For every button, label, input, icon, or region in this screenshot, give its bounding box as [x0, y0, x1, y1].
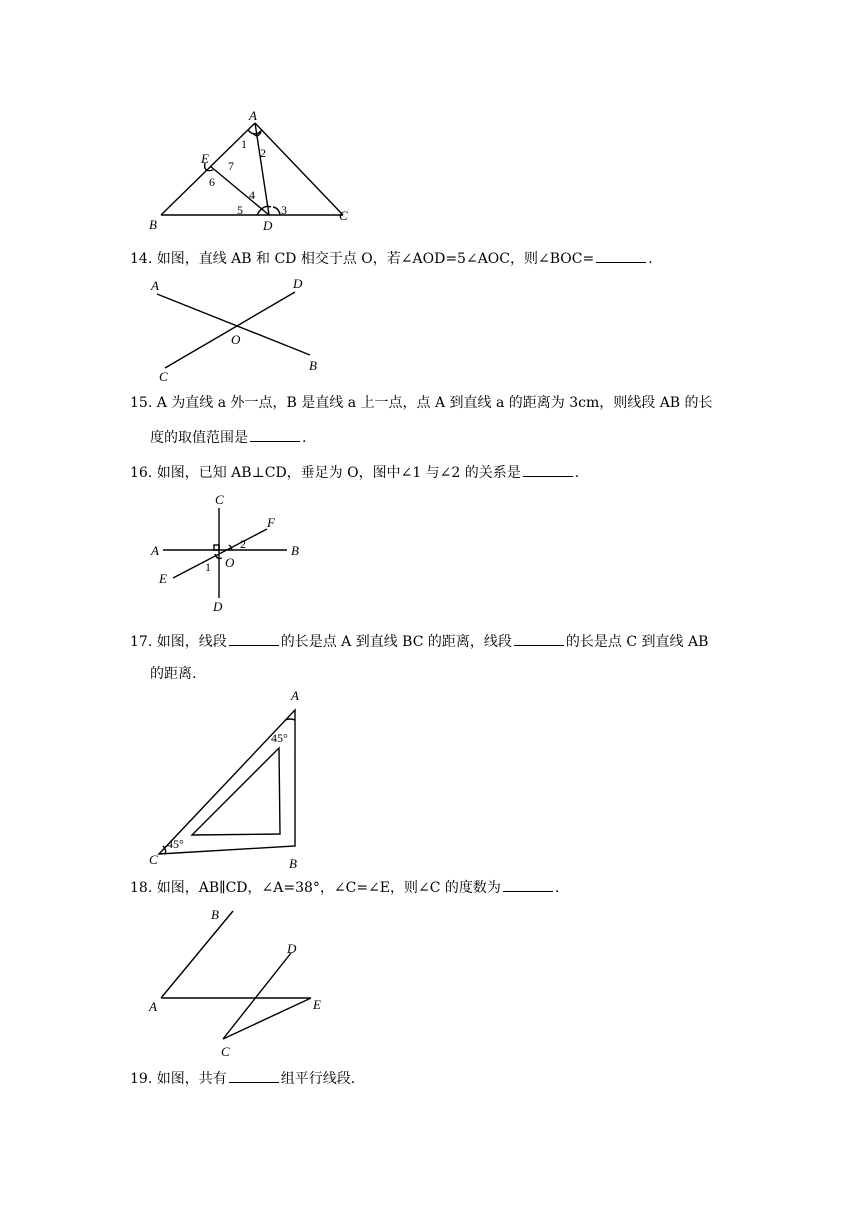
- fig16-label-d: D: [213, 599, 223, 614]
- fig13-angle-4: 4: [249, 188, 255, 202]
- fig18-label-b: B: [211, 907, 219, 922]
- fig13-angle-6: 6: [209, 175, 215, 189]
- fig13-label-c: C: [339, 208, 348, 223]
- fig18-label-d: D: [287, 941, 297, 956]
- answer-blank[interactable]: [523, 462, 573, 477]
- fig16-label-c: C: [215, 492, 224, 507]
- question-19: [130, 1068, 355, 1089]
- answer-blank[interactable]: [229, 1068, 279, 1083]
- question-number: 18.: [130, 880, 153, 896]
- fig14-label-a: A: [151, 278, 159, 293]
- question-number: 16.: [130, 465, 153, 481]
- question-text: 如图，直线 AB 和 CD 相交于点 O，若∠AOD=5∠AOC，则∠BOC=: [156, 251, 595, 267]
- question-text-end: 的长是点 C 到直线 AB: [565, 634, 709, 650]
- fig14-label-b: B: [309, 358, 317, 373]
- fig18-label-c: C: [221, 1044, 230, 1059]
- fig16-angle-1: 1: [205, 560, 211, 574]
- fig16-angle-2: 2: [240, 537, 246, 551]
- fig13-label-e: E: [201, 151, 209, 166]
- question-number: 19.: [130, 1071, 153, 1087]
- fig17-label-a: A: [291, 688, 299, 703]
- fig13-angle-1: 1: [241, 137, 247, 151]
- figure-set-square: [145, 686, 310, 872]
- fig13-angle-7: 7: [228, 159, 234, 173]
- question-text: 如图，线段: [156, 634, 227, 650]
- question-18: [130, 877, 559, 898]
- figure-parallel-lines: [145, 903, 335, 1061]
- question-17-line2: [150, 664, 196, 684]
- fig17-label-c: C: [149, 852, 158, 867]
- question-text-end: .: [302, 430, 307, 446]
- question-text-end: .: [554, 880, 560, 896]
- fig16-label-f: F: [267, 515, 275, 530]
- fig16-label-b: B: [291, 543, 299, 558]
- question-text-end: 组平行线段.: [280, 1071, 356, 1087]
- question-text-end: .: [648, 251, 653, 267]
- question-14: [130, 248, 653, 269]
- question-text: 如图，AB∥CD，∠A=38°，∠C=∠E，则∠C 的度数为: [156, 880, 501, 896]
- fig17-angle-a: 45°: [271, 731, 288, 745]
- question-15: [130, 393, 713, 413]
- fig14-label-o: O: [231, 332, 241, 347]
- question-16: [130, 462, 579, 483]
- figure-triangle-abc: [145, 108, 355, 233]
- fig18-label-a: A: [149, 999, 157, 1014]
- fig17-angle-c: 45°: [167, 837, 184, 851]
- fig13-angle-5: 5: [237, 203, 243, 217]
- question-text: 如图，共有: [156, 1071, 227, 1087]
- question-number: 17.: [130, 634, 153, 650]
- answer-blank[interactable]: [229, 631, 279, 646]
- question-text: 的长是点 A 到直线 BC 的距离，线段: [280, 634, 512, 650]
- fig16-label-o: O: [225, 555, 235, 570]
- figure-perpendicular-lines: [145, 492, 310, 614]
- fig13-label-a: A: [249, 108, 257, 123]
- fig16-label-a: A: [151, 543, 159, 558]
- fig13-angle-2: 2: [260, 146, 266, 160]
- question-text-end: .: [574, 465, 580, 481]
- figure-intersecting-lines: [145, 272, 330, 384]
- question-text: 的距离.: [150, 666, 197, 682]
- question-number: 14.: [130, 251, 153, 267]
- fig13-label-d: D: [263, 218, 273, 233]
- fig14-label-d: D: [293, 276, 303, 291]
- fig16-label-e: E: [159, 571, 167, 586]
- question-15-line2: [150, 427, 306, 448]
- fig17-label-b: B: [289, 856, 297, 871]
- fig18-label-e: E: [313, 997, 321, 1012]
- answer-blank[interactable]: [596, 248, 646, 263]
- fig14-label-c: C: [159, 369, 168, 384]
- question-17: [130, 631, 708, 652]
- fig13-angle-3: 3: [281, 203, 287, 217]
- question-text: 如图，已知 AB⊥CD，垂足为 O，图中∠1 与∠2 的关系是: [156, 465, 521, 481]
- question-text: A 为直线 a 外一点，B 是直线 a 上一点，点 A 到直线 a 的距离为 3cm，则线段 AB 的长: [156, 395, 713, 411]
- question-text: 度的取值范围是: [150, 430, 248, 446]
- fig13-label-b: B: [149, 217, 157, 232]
- answer-blank[interactable]: [250, 427, 300, 442]
- answer-blank[interactable]: [514, 631, 564, 646]
- question-number: 15.: [130, 395, 153, 411]
- answer-blank[interactable]: [503, 877, 553, 892]
